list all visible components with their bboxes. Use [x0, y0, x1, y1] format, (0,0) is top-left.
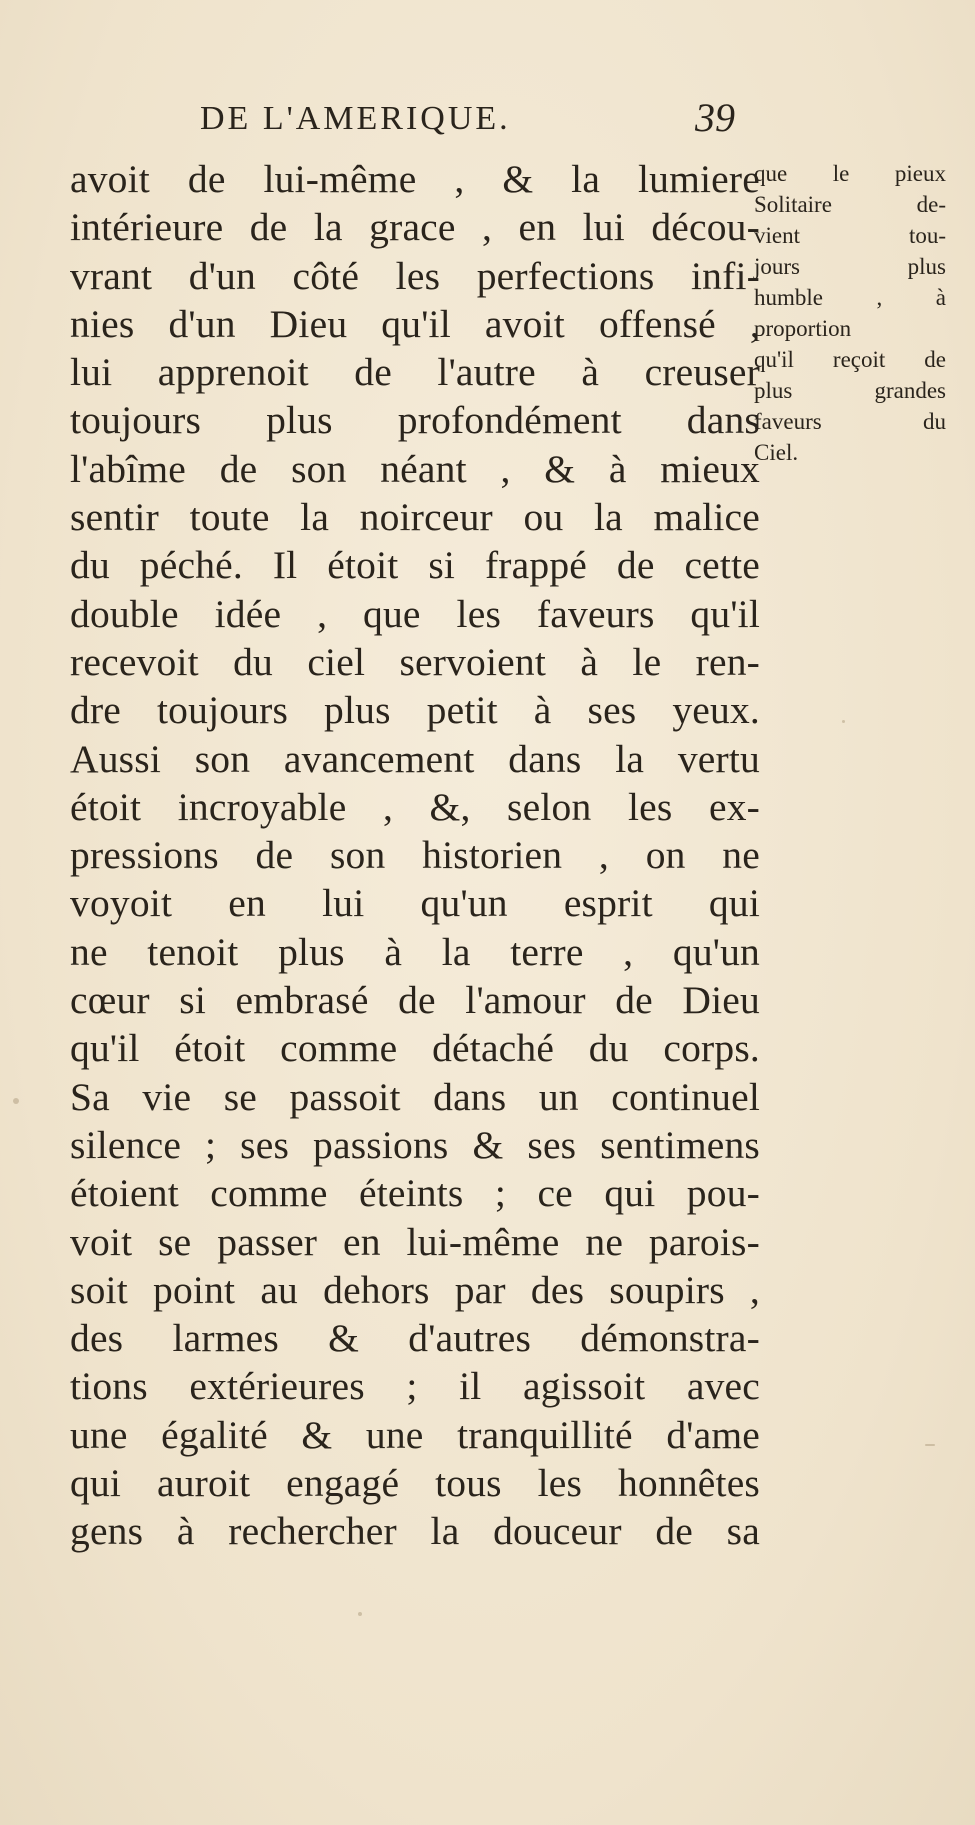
text-line: soit point au dehors par des soupirs , — [70, 1267, 760, 1312]
margin-note-line: humble , à — [754, 285, 946, 310]
text-line: cœur si embrasé de l'amour de Dieu — [70, 978, 760, 1023]
text-line: double idée , que les faveurs qu'il — [70, 591, 760, 636]
paper-speck — [925, 1444, 935, 1446]
text-line: sentir toute la noirceur ou la malice — [70, 495, 760, 540]
text-line: l'abîme de son néant , & à mieux — [70, 446, 760, 491]
text-line: étoit incroyable , &, selon les ex- — [70, 784, 760, 829]
text-line: nies d'un Dieu qu'il avoit offensé , — [70, 301, 760, 346]
text-line: pressions de son historien , on ne — [70, 833, 760, 878]
margin-note-line: qu'il reçoit de — [754, 347, 946, 372]
text-line: ne tenoit plus à la terre , qu'un — [70, 929, 760, 974]
text-line: voit se passer en lui-même ne parois- — [70, 1219, 760, 1264]
body-text — [70, 155, 760, 1556]
text-line: une égalité & une tranquillité d'ame — [70, 1412, 760, 1457]
page-number: 39 — [695, 95, 735, 140]
margin-note-line: plus grandes — [754, 378, 946, 403]
text-line: recevoit du ciel servoient à le ren- — [70, 639, 760, 684]
running-title: DE L'AMERIQUE. — [200, 100, 511, 137]
margin-note-line: faveurs du — [754, 409, 946, 434]
text-line: dre toujours plus petit à ses yeux. — [70, 688, 760, 733]
margin-note-line: proportion — [754, 316, 852, 341]
text-line: silence ; ses passions & ses sentimens — [70, 1122, 760, 1167]
margin-note-line: vient tou- — [754, 223, 946, 248]
paper-speck — [13, 1098, 19, 1104]
margin-note-line: que le pieux — [754, 161, 946, 186]
paper-speck — [842, 720, 845, 723]
text-line: Sa vie se passoit dans un continuel — [70, 1074, 760, 1119]
margin-note-line: Ciel. — [754, 440, 799, 465]
text-line: Aussi son avancement dans la vertu — [70, 736, 760, 781]
text-line: lui apprenoit de l'autre à creuser — [70, 350, 760, 395]
text-line: gens à rechercher la douceur de sa — [70, 1509, 760, 1554]
text-line: voyoit en lui qu'un esprit qui — [70, 881, 760, 926]
text-line: du péché. Il étoit si frappé de cette — [70, 543, 760, 588]
text-line: étoient comme éteints ; ce qui pou- — [70, 1171, 760, 1216]
text-line: toujours plus profondément dans — [70, 398, 760, 443]
text-line: qu'il étoit comme détaché du corps. — [70, 1026, 760, 1071]
margin-note-line: Solitaire de- — [754, 192, 946, 217]
text-line: des larmes & d'autres démonstra- — [70, 1316, 760, 1361]
text-line: tions extérieures ; il agissoit avec — [70, 1364, 760, 1409]
text-line: intérieure de la grace , en lui décou- — [70, 205, 760, 250]
paper-speck — [358, 1612, 362, 1616]
margin-note-line: jours plus — [754, 254, 946, 279]
margin-note — [754, 158, 946, 468]
text-line: avoit de lui-même , & la lumiere — [70, 157, 760, 201]
text-line: qui auroit engagé tous les honnêtes — [70, 1461, 760, 1506]
text-line: vrant d'un côté les perfections infi- — [70, 253, 760, 298]
